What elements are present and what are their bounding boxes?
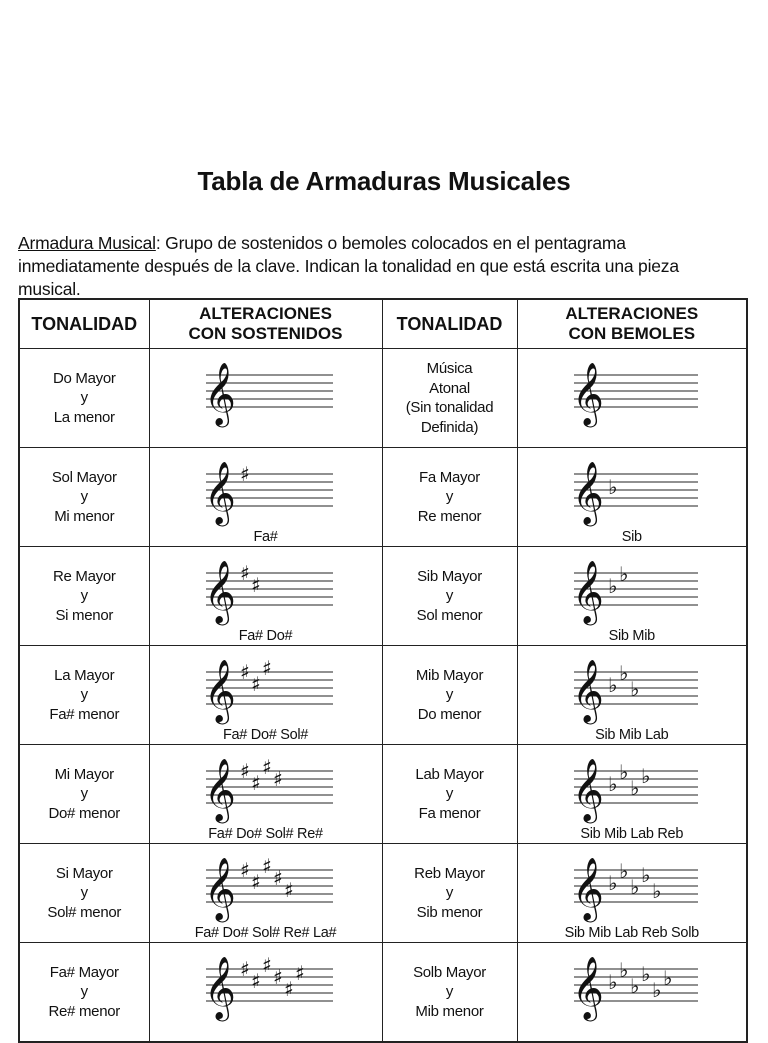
key-name-line: Re menor	[417, 507, 482, 525]
treble-clef-icon: 𝄞	[571, 560, 604, 623]
key-name-line: Mib Mayor	[415, 666, 484, 684]
key-name-line: Sol menor	[416, 606, 483, 624]
sharp-accidental: ♯	[250, 573, 261, 597]
treble-clef-icon: 𝄞	[203, 956, 236, 1019]
key-name-line: Fa menor	[418, 804, 481, 822]
flat-accidental: ♭	[618, 859, 628, 883]
definition-paragraph	[18, 232, 738, 301]
sharp-key-cell	[19, 349, 149, 448]
sharp-staff	[150, 844, 383, 928]
flat-key-cell	[382, 349, 517, 448]
treble-clef-icon: 𝄞	[571, 857, 604, 920]
flat-accidental: ♭	[607, 970, 617, 994]
table-row	[19, 943, 747, 1043]
table-row	[19, 844, 747, 943]
key-name-line: y	[80, 686, 88, 704]
table-row	[19, 646, 747, 745]
flat-accidental: ♭	[607, 673, 617, 697]
sharp-staff	[150, 349, 383, 433]
key-name-line: La Mayor	[54, 666, 115, 684]
flat-accidental: ♭	[607, 871, 617, 895]
key-name-line: y	[445, 488, 454, 506]
sharp-accidental: ♯	[250, 870, 261, 894]
flat-accidental: ♭	[640, 962, 650, 986]
treble-clef-icon: 𝄞	[571, 362, 604, 425]
sharp-signature-cell	[149, 349, 382, 448]
key-name-line: Atonal	[429, 379, 470, 397]
key-name-line: La menor	[53, 408, 115, 426]
sharp-accidental: ♯	[239, 957, 250, 981]
accidental-names: Sib	[621, 529, 642, 545]
sharp-key-cell	[19, 646, 149, 745]
key-name-line: Re# menor	[48, 1002, 120, 1020]
flat-accidental: ♭	[607, 574, 617, 598]
treble-clef-icon: 𝄞	[203, 857, 236, 920]
flat-accidental: ♭	[607, 475, 617, 499]
page-title: Tabla de Armaduras Musicales	[197, 166, 571, 196]
flat-accidental: ♭	[651, 879, 661, 903]
flat-signature-cell	[517, 646, 747, 745]
flat-signature-cell	[517, 547, 747, 646]
flat-staff	[518, 448, 748, 532]
treble-clef-icon: 𝄞	[571, 659, 604, 722]
flat-key-cell	[382, 646, 517, 745]
flat-accidental: ♭	[640, 764, 650, 788]
key-name-line: y	[80, 785, 88, 803]
sharp-accidental: ♯	[239, 660, 250, 684]
key-name-line: y	[80, 983, 88, 1001]
key-name-line: Re Mayor	[52, 567, 116, 585]
key-name-line: Fa# Mayor	[49, 963, 119, 981]
flat-accidental: ♭	[629, 974, 639, 998]
flat-accidental: ♭	[629, 875, 639, 899]
accidental-names: Sib Mib Lab Reb	[580, 826, 684, 842]
treble-clef-icon: 𝄞	[203, 758, 236, 821]
flat-accidental: ♭	[640, 863, 650, 887]
sharp-staff	[150, 943, 383, 1027]
key-name-line: Música	[426, 360, 473, 377]
key-name-line: y	[445, 587, 454, 605]
sharp-key-cell	[19, 943, 149, 1043]
sharp-signature-cell	[149, 448, 382, 547]
sharp-accidental: ♯	[261, 854, 272, 878]
key-name-line: Sib menor	[416, 903, 483, 921]
flat-staff	[518, 943, 748, 1027]
key-name-line: y	[80, 587, 88, 605]
sharp-key-cell	[19, 448, 149, 547]
accidental-names: Sib Mib Lab Reb Solb	[564, 925, 699, 941]
sharp-key-cell	[19, 745, 149, 844]
treble-clef-icon: 𝄞	[571, 461, 604, 524]
sharp-staff	[150, 448, 383, 532]
flat-signature-cell	[517, 745, 747, 844]
header-sharps	[149, 299, 382, 349]
sharp-staff	[150, 745, 383, 829]
header-flats-line-2: CON BEMOLES	[568, 324, 696, 343]
sharp-accidental: ♯	[239, 462, 250, 486]
sharp-signature-cell	[149, 943, 382, 1043]
flat-signature-cell	[517, 349, 747, 448]
sharp-accidental: ♯	[294, 961, 305, 985]
sharp-accidental: ♯	[250, 969, 261, 993]
flat-accidental: ♭	[651, 978, 661, 1002]
treble-clef-icon: 𝄞	[203, 461, 236, 524]
header-flats-line-1: ALTERACIONES	[565, 304, 699, 323]
flat-key-cell	[382, 844, 517, 943]
flat-signature-cell	[517, 844, 747, 943]
key-name-line: y	[445, 785, 454, 803]
flat-key-cell	[382, 943, 517, 1043]
header-sharps-line-2: CON SOSTENIDOS	[188, 324, 343, 343]
sharp-accidental: ♯	[250, 771, 261, 795]
flat-accidental: ♭	[629, 677, 639, 701]
key-name-line: Fa Mayor	[419, 468, 480, 486]
flat-key-cell	[382, 547, 517, 646]
flat-accidental: ♭	[662, 966, 672, 990]
key-name-line: Reb Mayor	[414, 864, 485, 882]
key-name-line: Definida)	[420, 418, 479, 436]
sharp-accidental: ♯	[283, 878, 294, 902]
sharp-key-cell	[19, 547, 149, 646]
sharp-accidental: ♯	[239, 858, 250, 882]
table-row	[19, 745, 747, 844]
flat-staff	[518, 547, 748, 631]
key-name-line: Si Mayor	[55, 864, 113, 882]
flat-staff	[518, 844, 748, 928]
key-name-line: Sol Mayor	[51, 468, 117, 486]
key-name-line: y	[445, 884, 454, 902]
table-row	[19, 547, 747, 646]
sharp-signature-cell	[149, 646, 382, 745]
flat-key-cell	[382, 745, 517, 844]
accidental-names: Sib Mib	[608, 628, 655, 644]
header-key-sharps: TONALIDAD	[19, 299, 149, 349]
flat-accidental: ♭	[618, 661, 628, 685]
flat-accidental: ♭	[629, 776, 639, 800]
definition-term: Armadura Musical	[18, 232, 156, 253]
treble-clef-icon: 𝄞	[571, 758, 604, 821]
sharp-accidental: ♯	[261, 656, 272, 680]
sharp-signature-cell	[149, 745, 382, 844]
key-name-line: y	[80, 488, 88, 506]
header-row	[19, 299, 747, 349]
treble-clef-icon: 𝄞	[203, 362, 236, 425]
table-row	[19, 349, 747, 448]
flat-staff	[518, 349, 748, 433]
key-name-line: Mi menor	[54, 507, 115, 525]
accidental-names: Fa# Do#	[238, 628, 293, 644]
sharp-accidental: ♯	[272, 965, 283, 989]
sharp-staff	[150, 646, 383, 730]
flat-staff	[518, 745, 748, 829]
sharp-accidental: ♯	[250, 672, 261, 696]
key-name-line: Fa# menor	[49, 705, 120, 723]
key-name-line: Mi Mayor	[54, 765, 114, 783]
treble-clef-icon: 𝄞	[203, 659, 236, 722]
sharp-accidental: ♯	[261, 755, 272, 779]
sharp-accidental: ♯	[283, 977, 294, 1001]
sharp-accidental: ♯	[272, 767, 283, 791]
key-name-line: Mib menor	[415, 1002, 484, 1020]
sharp-accidental: ♯	[261, 953, 272, 977]
sharp-staff	[150, 547, 383, 631]
header-key-flats: TONALIDAD	[382, 299, 517, 349]
flat-accidental: ♭	[607, 772, 617, 796]
treble-clef-icon: 𝄞	[203, 560, 236, 623]
treble-clef-icon: 𝄞	[571, 956, 604, 1019]
sharp-accidental: ♯	[272, 866, 283, 890]
flat-accidental: ♭	[618, 958, 628, 982]
sharp-key-cell	[19, 844, 149, 943]
table-row	[19, 448, 747, 547]
key-name-line: y	[80, 884, 88, 902]
table-body	[19, 349, 747, 1043]
header-flats	[517, 299, 747, 349]
flat-staff	[518, 646, 748, 730]
flat-accidental: ♭	[618, 760, 628, 784]
sharp-signature-cell	[149, 547, 382, 646]
key-name-line: y	[445, 686, 454, 704]
accidental-names: Sib Mib Lab	[595, 727, 669, 743]
sharp-accidental: ♯	[239, 759, 250, 783]
sharp-signature-cell	[149, 844, 382, 943]
key-name-line: Solb Mayor	[413, 963, 486, 981]
flat-key-cell	[382, 448, 517, 547]
key-name-line: Do Mayor	[52, 369, 116, 387]
header-sharps-line-1: ALTERACIONES	[199, 304, 332, 323]
definition-text: : Grupo de sostenidos o bemoles colocados en el pentagrama inmediatamente después de la clave. Indican la tonalidad en que está escrita una pieza musical.	[18, 232, 679, 299]
key-signature-table	[18, 298, 748, 1043]
key-name-line: Do menor	[417, 705, 482, 723]
key-name-line: Lab Mayor	[415, 765, 484, 783]
accidental-names: Fa# Do# Sol#	[222, 727, 309, 743]
flat-accidental: ♭	[618, 562, 628, 586]
flat-signature-cell	[517, 943, 747, 1043]
accidental-names: Fa# Do# Sol# Re#	[208, 826, 323, 842]
key-name-line: Sib Mayor	[417, 567, 482, 585]
flat-signature-cell	[517, 448, 747, 547]
key-name-line: y	[80, 389, 88, 407]
key-name-line: y	[445, 983, 454, 1001]
key-name-line: (Sin tonalidad	[405, 399, 494, 416]
accidental-names: Fa# Do# Sol# Re# La#	[194, 925, 337, 941]
sharp-accidental: ♯	[239, 561, 250, 585]
key-name-line: Si menor	[55, 606, 114, 624]
key-name-line: Sol# menor	[47, 903, 122, 921]
key-name-line: Do# menor	[48, 804, 120, 822]
accidental-names: Fa#	[253, 529, 278, 545]
